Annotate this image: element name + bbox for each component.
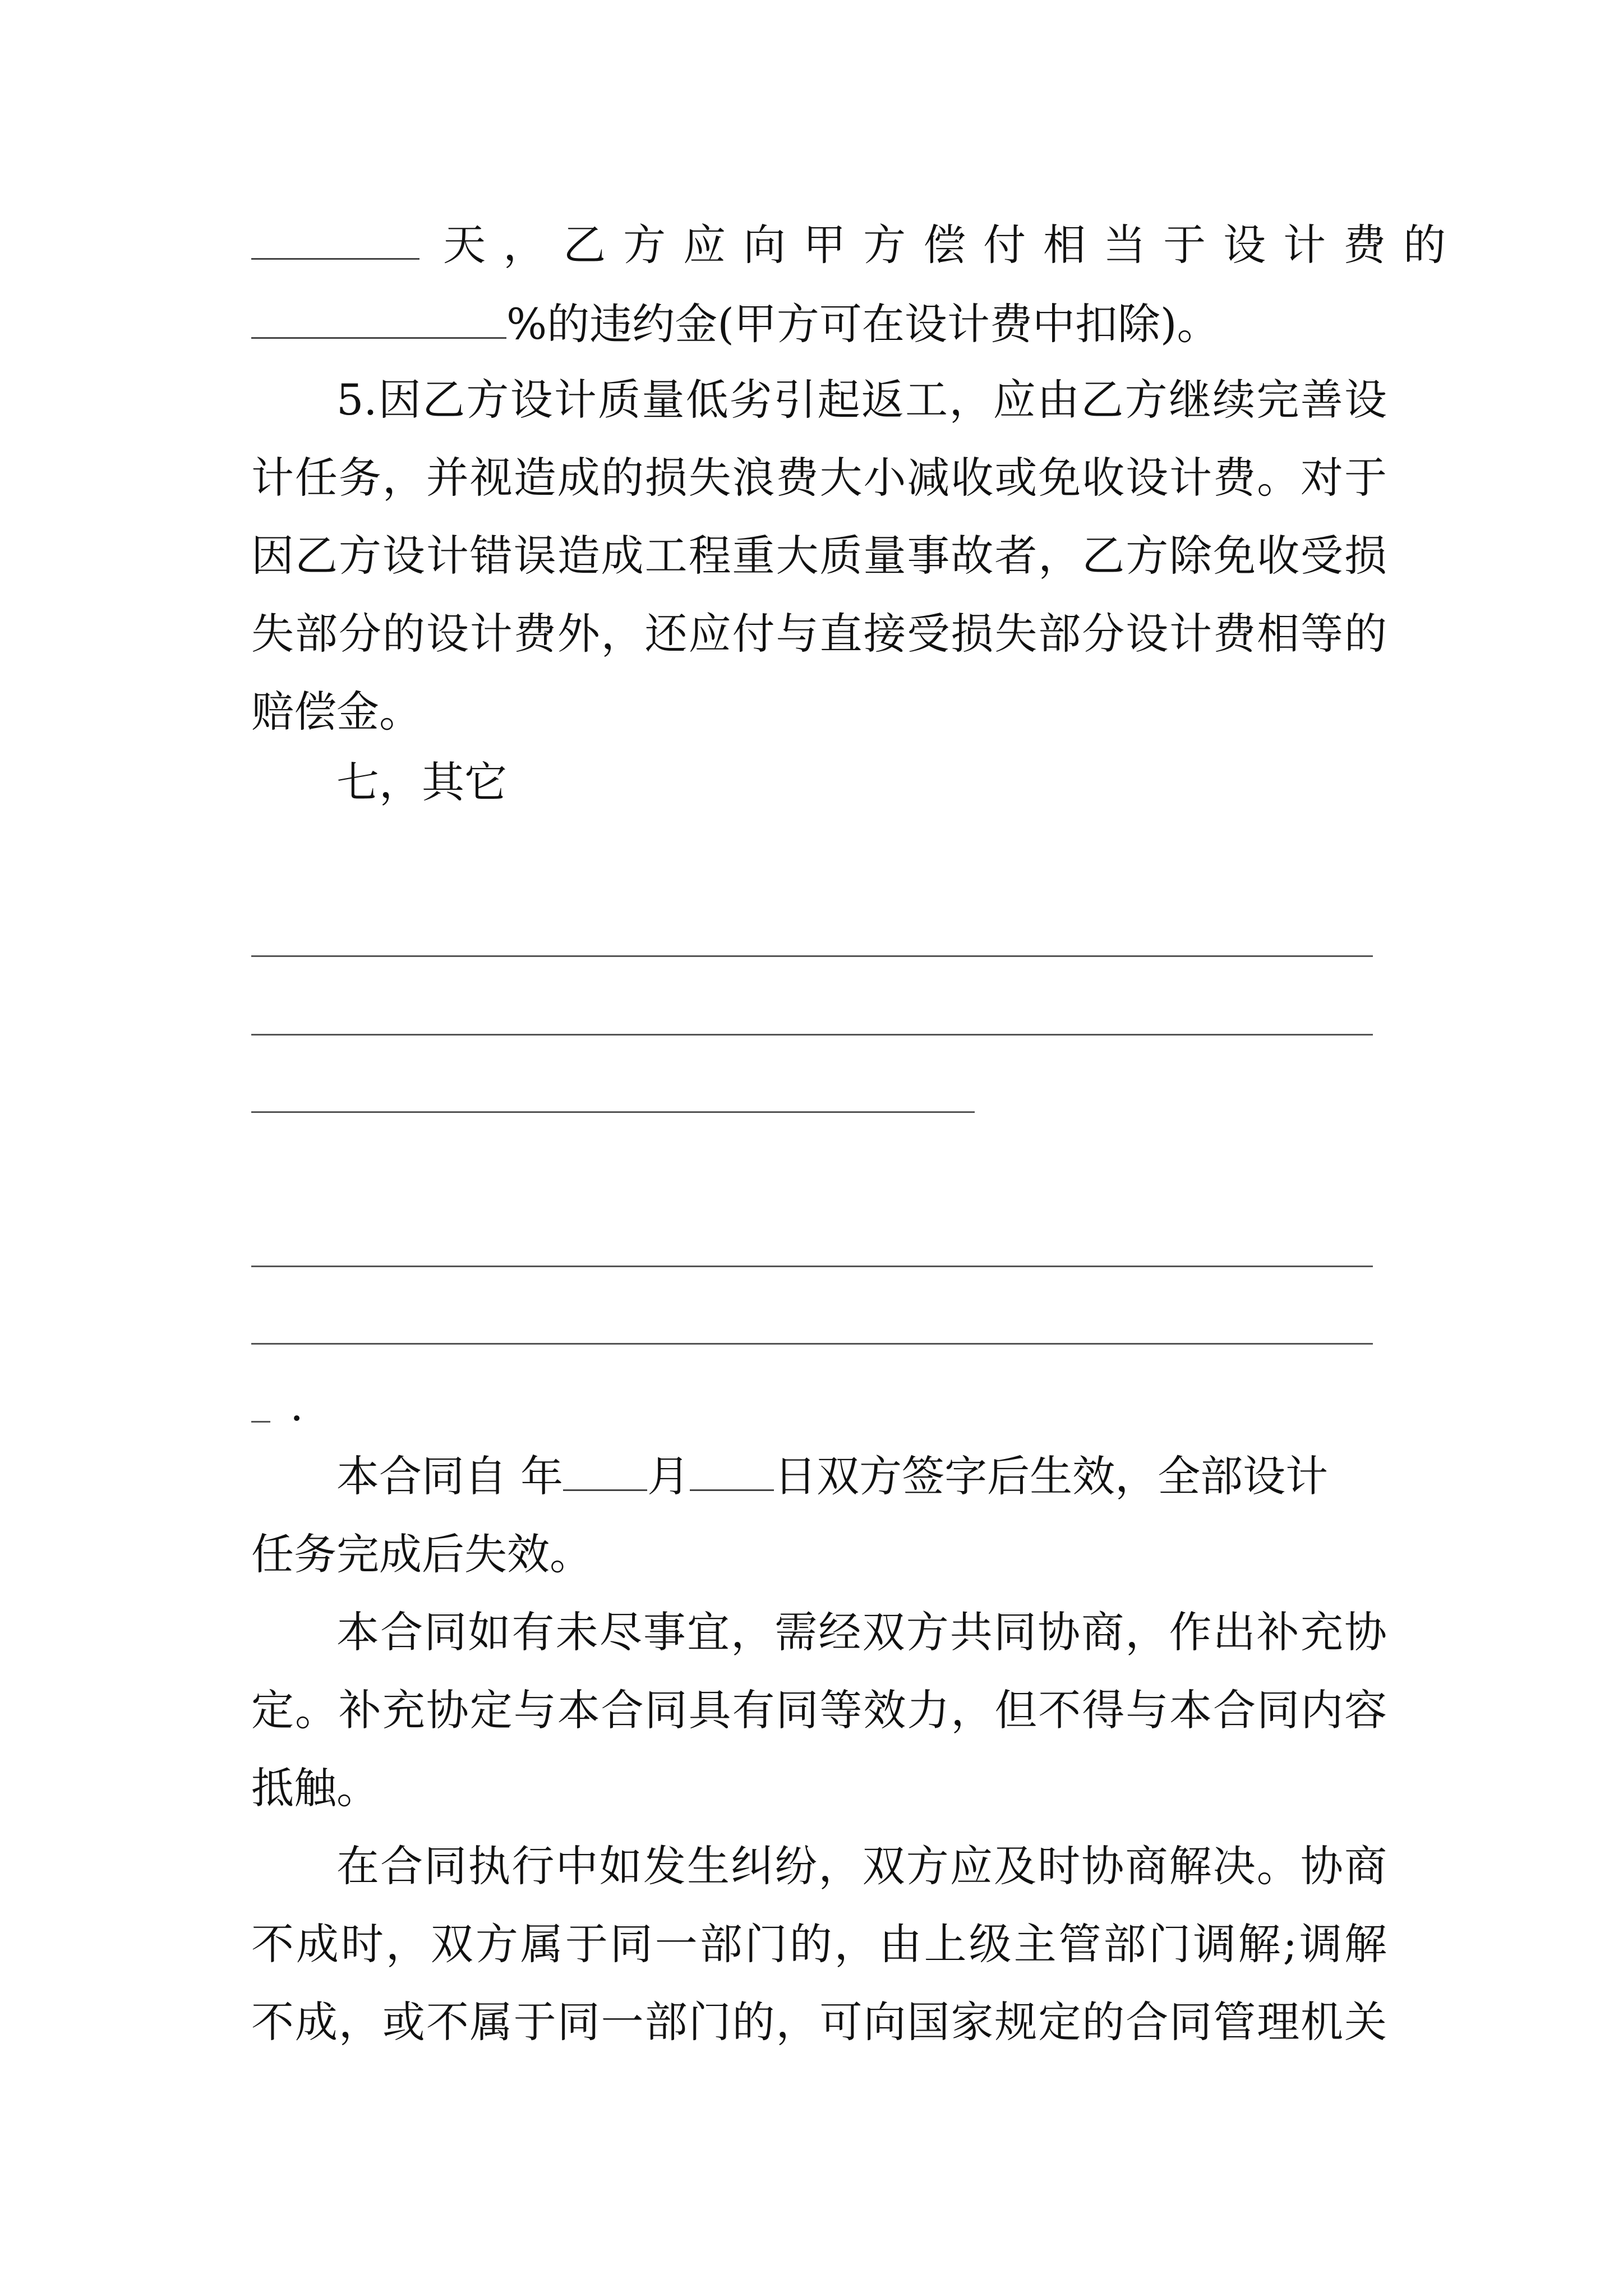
blank-rule: [251, 1266, 1373, 1267]
clause-5-line-5: 赔偿金。: [251, 687, 422, 737]
penalty-percent-text: %的违约金(甲方可在设计费中扣除)。: [506, 299, 1220, 349]
clause-5-line-2: 计任务，并视造成的损失浪费大小减收或免收设计费。对于: [251, 453, 1387, 503]
section-7-heading: 七，其它: [336, 757, 507, 807]
short-blank: [251, 1421, 270, 1423]
blank-rule: [251, 1343, 1373, 1345]
supplement-line-2: 定。补充协定与本合同具有同等效力，但不得与本合同内容: [251, 1685, 1387, 1735]
effective-date-line-2: 任务完成后失效。: [251, 1529, 592, 1579]
trailing-period: .: [290, 1381, 304, 1430]
penalty-percent-line: [251, 296, 1387, 352]
supplement-line-3: 抵触。: [251, 1763, 379, 1813]
blank-rule: [251, 1034, 1373, 1036]
effective-date-text-1: 本合同自 年: [336, 1451, 564, 1501]
clause-5-line-3: 因乙方设计错误造成工程重大质量事故者，乙方除免收受损: [251, 531, 1387, 581]
penalty-days-line: [251, 217, 1464, 273]
clause-5-line-1: 5.因乙方设计质量低劣引起返工，应由乙方继续完善设: [336, 375, 1387, 425]
effective-date-text-2: 日双方签字后生效，全部设计: [774, 1451, 1329, 1501]
effective-date-line-1: [336, 1448, 1387, 1504]
penalty-days-text: 天，乙方应向甲方偿付相当于设计费的: [443, 220, 1464, 270]
dispute-line-1: 在合同执行中如发生纠纷，双方应及时协商解决。协商: [336, 1841, 1387, 1891]
dispute-line-3: 不成，或不属于同一部门的，可向国家规定的合同管理机关: [251, 1997, 1387, 2047]
effective-month-label: 月: [647, 1451, 690, 1501]
supplement-line-1: 本合同如有未尽事宜，需经双方共同协商，作出补充协: [336, 1607, 1387, 1657]
day-blank: [690, 1452, 774, 1491]
dispute-line-2: 不成时，双方属于同一部门的，由上级主管部门调解;调解: [251, 1919, 1387, 1969]
blank-rule: [251, 1111, 975, 1113]
clause-5-line-4: 失部分的设计费外，还应付与直接受损失部分设计费相等的: [251, 609, 1387, 659]
days-blank: [251, 221, 419, 260]
percent-blank: [251, 300, 506, 339]
month-blank: [563, 1452, 647, 1491]
blank-rule: [251, 955, 1373, 957]
